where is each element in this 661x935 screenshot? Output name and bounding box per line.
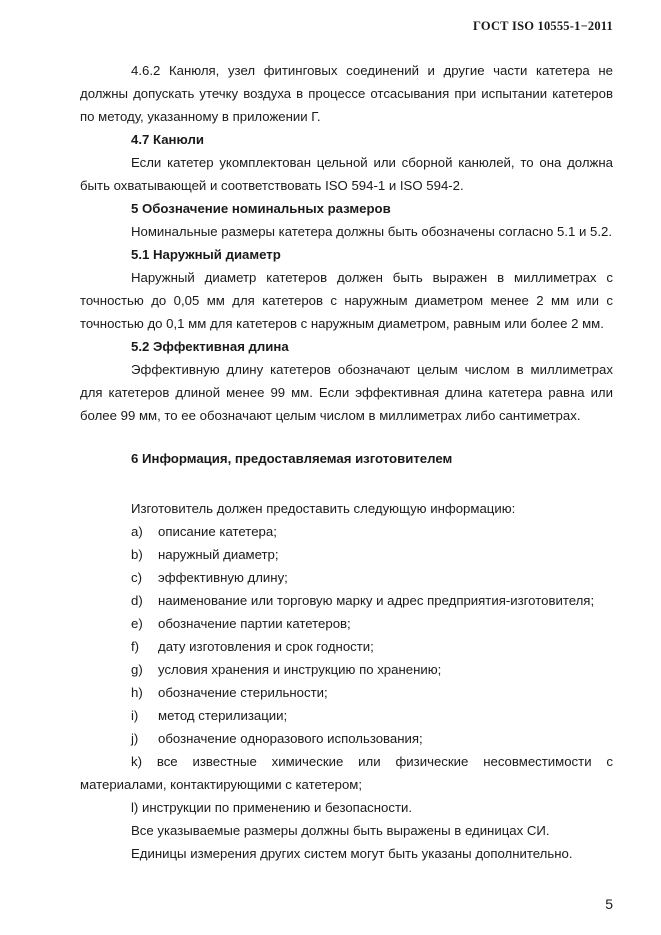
heading-6: 6 Информация, предоставляемая изготовителем — [131, 451, 453, 466]
list-item: b) наружный диаметр; — [131, 547, 279, 562]
page-body — [80, 59, 613, 865]
list-item-k-line1: k) все известные химические или физические несовместимости с — [131, 754, 613, 769]
para-5-2-line2: для катетеров длиной менее 99 мм. Если эффективная длина катетера равна или — [80, 385, 613, 400]
para-5-2-line1: Эффективную длину катетеров обозначают целым числом в миллиметрах — [131, 362, 613, 377]
para-5-1-line3: точностью до 0,1 мм для катетеров с наружным диаметром, равным или более 2 мм. — [80, 316, 604, 331]
info-list — [80, 520, 613, 750]
list-item: d) наименование или торговую марку и адрес предприятия-изготовителя; — [131, 593, 595, 608]
para-5: Номинальные размеры катетера должны быть обозначены согласно 5.1 и 5.2. — [131, 224, 613, 239]
para-5-2-line3: более 99 мм, то ее обозначают целым числом в миллиметрах либо сантиметрах. — [80, 408, 581, 423]
para-4-6-2-line1: 4.6.2 Канюля, узел фитинговых соединений и другие части катетера не — [131, 63, 613, 78]
list-item: e) обозначение партии катетеров; — [131, 616, 351, 631]
heading-5: 5 Обозначение номинальных размеров — [131, 201, 391, 216]
heading-4-7: 4.7 Канюли — [131, 132, 204, 147]
list-item-k-line2: материалами, контактирующими с катетером; — [80, 777, 363, 792]
page-number: 5 — [605, 896, 613, 912]
heading-5-1: 5.1 Наружный диаметр — [131, 247, 281, 262]
para-4-7-line2: быть охватывающей и соответствовать ISO 594-1 и ISO 594-2. — [80, 178, 464, 193]
list-item: i) метод стерилизации; — [131, 708, 288, 723]
list-item: a) описание катетера; — [131, 524, 277, 539]
para-4-7-line1: Если катетер укомплектован цельной или сборной канюлей, то она должна — [131, 155, 613, 170]
list-item: j) обозначение одноразового использования; — [131, 731, 423, 746]
list-item: h) обозначение стерильности; — [131, 685, 328, 700]
final-note-2: Единицы измерения других систем могут быть указаны дополнительно. — [131, 846, 573, 861]
document-header: ГОСТ ISO 10555-1−2011 — [473, 19, 613, 33]
list-item: c) эффективную длину; — [131, 570, 288, 585]
final-note-1: Все указываемые размеры должны быть выражены в единицах СИ. — [131, 823, 550, 838]
list-item-l: l) инструкции по применению и безопасности. — [131, 800, 413, 815]
heading-5-2: 5.2 Эффективная длина — [131, 339, 289, 354]
para-4-6-2-line3: по методу, указанному в приложении Г. — [80, 109, 321, 124]
para-5-1-line2: точностью до 0,05 мм для катетеров с наружным диаметром менее 2 мм или с — [80, 293, 613, 308]
para-6-intro: Изготовитель должен предоставить следующую информацию: — [131, 501, 516, 516]
list-item: g) условия хранения и инструкцию по хранению; — [131, 662, 442, 677]
list-item: f) дату изготовления и срок годности; — [131, 639, 374, 654]
para-5-1-line1: Наружный диаметр катетеров должен быть выражен в миллиметрах с — [131, 270, 613, 285]
para-4-6-2-line2: должны допускать утечку воздуха в процессе отсасывания при испытании катетеров — [80, 86, 613, 101]
